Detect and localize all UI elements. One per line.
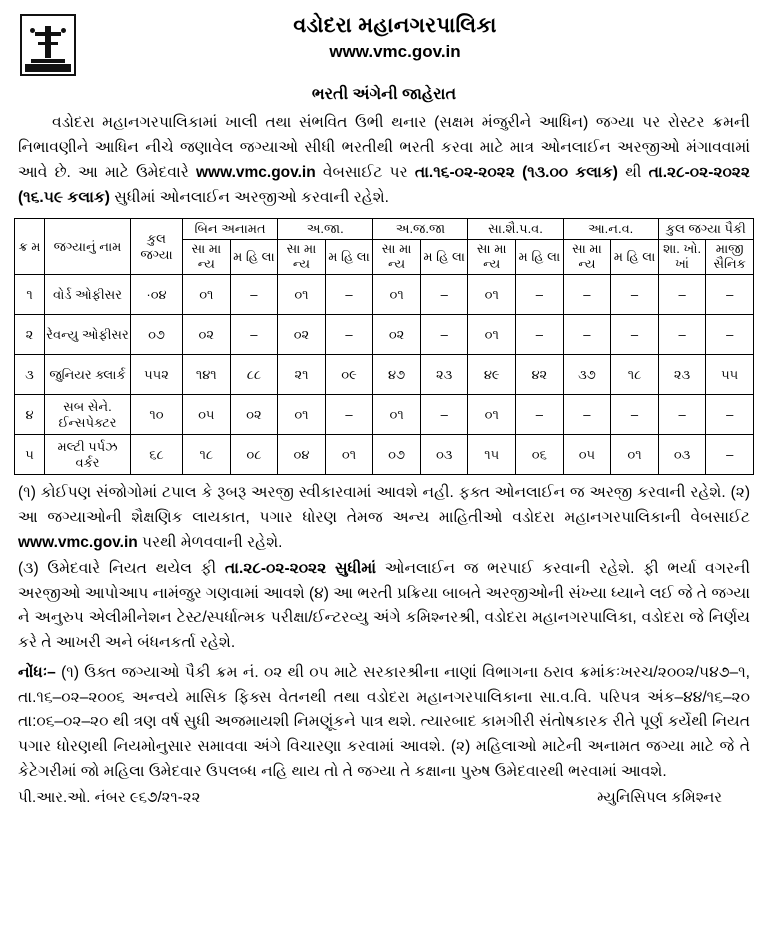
cell-general-female: –	[230, 275, 278, 315]
cell-st-male: ૪૭	[373, 355, 421, 395]
intro-text-part4: સુધીમાં ઓનલાઈન અરજીઓ કરવાની રહેશે.	[109, 189, 389, 207]
signatory: મ્યુનિસિપલ કમિશ્નર	[597, 788, 722, 806]
cell-st-female: ૨૩	[420, 355, 468, 395]
intro-date-from: તા.૧૬-૦૨-૨૦૨૨ (૧૩.૦૦ કલાક)	[414, 164, 618, 182]
cell-st-male: ૦૨	[373, 315, 421, 355]
cell-st-female: –	[420, 275, 468, 315]
header-titles	[76, 12, 754, 62]
table-row	[15, 435, 754, 475]
subheader-ews-male: સા મા ન્ય	[563, 240, 611, 275]
subheader-ews-female: મ હિ લા	[611, 240, 659, 275]
row-total: ૦૭	[131, 315, 183, 355]
cell-sc-female: ૦૧	[325, 435, 373, 475]
cell-sebc-female: ૪૨	[516, 355, 564, 395]
subheader-sc-male: સા મા ન્ય	[278, 240, 326, 275]
cell-sebc-female: –	[516, 315, 564, 355]
cell-general-female: ૮૮	[230, 355, 278, 395]
header-sr: ક્ર મ	[15, 219, 45, 275]
row-sr: ૧	[15, 275, 45, 315]
cell-general-female: ૦૨	[230, 395, 278, 435]
intro-website: www.vmc.gov.in	[195, 164, 316, 182]
special-note-label: નોંધઃ–	[18, 663, 56, 681]
cell-general-male: ૧૮	[183, 435, 231, 475]
cell-st-male: ૦૭	[373, 435, 421, 475]
cell-ex-serviceman: –	[706, 435, 754, 475]
pro-number: પી.આર.ઓ. નંબર ૯૬૭/૨૧-૨૨	[18, 788, 201, 806]
cell-ews-male: –	[563, 275, 611, 315]
cell-ex-serviceman: –	[706, 315, 754, 355]
row-sr: ૨	[15, 315, 45, 355]
page-title: ભરતી અંગેની જાહેરાત	[311, 86, 457, 103]
cell-ews-female: ૦૧	[611, 435, 659, 475]
note-2-text: ઓનલાઈન જ ભરપાઈ કરવાની રહેશે. ફી ભર્યા વગરની અરજીઓ આપોઆપ નામંજુર ગણવામાં આવશે (૪) આ ભરતી પ્રક્રિયા બાબતે અરજીઓની સંખ્યા ધ્યાને લઈ જે તે જગ્યા ને અનુરુપ એલીમીનેશન ટેસ્ટ/સ્પર્ધાત્મક પરીક્ષા/ઈન્ટરવ્યુ અંગે કમિશ્નરશ્રી, વડોદરા મહાનગરપાલિકા, વડોદરા જે નિર્ણય કરે તે આખરી અને બંધનકર્તા રહેશે.	[18, 559, 751, 652]
cell-sc-female: –	[325, 395, 373, 435]
cell-ex-serviceman: ૫૫	[706, 355, 754, 395]
cell-ews-female: ૧૮	[611, 355, 659, 395]
header-category-sebc: સા.શૈ.પ.વ.	[468, 219, 563, 240]
intro-paragraph	[14, 110, 754, 216]
row-total: ૬૮	[131, 435, 183, 475]
cell-general-female: –	[230, 315, 278, 355]
note-1-tail: પરથી મેળવવાની રહેશે.	[137, 533, 283, 551]
cell-general-female: ૦૮	[230, 435, 278, 475]
note-1-website: www.vmc.gov.in	[18, 533, 138, 551]
note-2-prefix: (૩) ઉમેદવારે નિયત થયેલ ફી	[18, 559, 225, 577]
subheader-sc-female: મ હિ લા	[325, 240, 373, 275]
organization-website: www.vmc.gov.in	[329, 42, 461, 62]
cell-st-female: –	[420, 315, 468, 355]
header-category-ews: આ.ન.વ.	[563, 219, 658, 240]
header-category-general: બિન અનામત	[183, 219, 278, 240]
subheader-sebc-female: મ હિ લા	[516, 240, 564, 275]
cell-sc-female: –	[325, 315, 373, 355]
table-row	[15, 395, 754, 435]
vacancy-table-header-row-1	[15, 219, 754, 240]
row-post-name: મલ્ટી પર્પઝ વર્કર	[45, 435, 131, 475]
row-sr: ૩	[15, 355, 45, 395]
intro-date-to: તા.૨૮-૦૨-૨૦૨૨ (૧૬.૫૯ કલાક)	[18, 164, 751, 207]
cell-sebc-male: ૦૧	[468, 315, 516, 355]
note-2	[18, 557, 750, 656]
note-1	[18, 481, 750, 555]
subheader-general-male: સા મા ન્ય	[183, 240, 231, 275]
cell-general-male: ૦૫	[183, 395, 231, 435]
cell-ph: –	[658, 275, 706, 315]
special-note-text: (૧) ઉક્ત જગ્યાઓ પૈકી ક્રમ નં. ૦૨ થી ૦૫ માટે સરકારશ્રીના નાણાં વિભાગના ઠરાવ ક્રમાંકઃખરચ/૨૦૦૨/૫૪૭–૧, તા.૧૬–૦૨–૨૦૦૬ અન્વયે માસિક ફિક્સ વેતનથી તથા વડોદરા મહાનગરપાલિકાના સા.વ.વિ. પરિપત્ર અંક–૪૪/૧૬–૨૦ તા:૦૬–૦૨–૨૦ થી ત્રણ વર્ષ સુધી અજમાયશી નિમણૂંકને પાત્ર થશે. ત્યારબાદ કામગીરી સંતોષકારક રીતે પૂર્ણ કર્યેથી નિયત પગાર ધોરણથી નિયમોનુસાર સમાવવા અંગે વિચારણા કરવામાં આવશે. (૨) મહિલાઓ માટેની અનામત જગ્યા માટે જે તે કેટેગરીમાં જો મહિલા ઉમેદવાર ઉપલબ્ધ નહિ થાય તો તે જગ્યા તે કક્ષાના પુરુષ ઉમેદવારથી ભરવામાં આવશે.	[18, 663, 750, 781]
cell-sebc-male: ૪૯	[468, 355, 516, 395]
vmc-emblem-icon	[20, 14, 76, 76]
row-sr: ૪	[15, 395, 45, 435]
cell-ews-male: ૩૭	[563, 355, 611, 395]
cell-sc-female: –	[325, 275, 373, 315]
intro-text-part1: વડોદરા મહાનગરપાલિકામાં ખાલી તથા સંભવિત ઉભી થનાર (સક્ષમ મંજુરીને આધિન) જગ્યા પર રોસ્ટર ક્રમની નિભાવણીને આધિન નીચે જણાવેલ જગ્યાઓ સીધી ભરતીથી ભરતી કરવા માટે માત્ર ઓનલાઈન અરજીઓ મંગાવવામાં આવે છે. આ માટે ઉમેદવારે	[18, 114, 750, 182]
cell-general-male: ૧૪૧	[183, 355, 231, 395]
cell-st-male: ૦૧	[373, 395, 421, 435]
row-total: ૧૦	[131, 395, 183, 435]
subheader-sebc-male: સા મા ન્ય	[468, 240, 516, 275]
cell-ex-serviceman: –	[706, 395, 754, 435]
cell-ph: ૨૩	[658, 355, 706, 395]
cell-sebc-female: –	[516, 395, 564, 435]
header-category-st: અ.જ.જા	[373, 219, 468, 240]
row-post-name: સબ સેને. ઈન્સપેક્ટર	[45, 395, 131, 435]
cell-sc-female: ૦૯	[325, 355, 373, 395]
cell-sebc-male: ૦૧	[468, 395, 516, 435]
cell-sebc-female: ૦૬	[516, 435, 564, 475]
cell-ews-female: –	[611, 395, 659, 435]
cell-st-female: ૦૩	[420, 435, 468, 475]
cell-sc-male: ૦૨	[278, 315, 326, 355]
cell-ews-male: ૦૫	[563, 435, 611, 475]
header-category-reserved-within: કુલ જગ્યા પૈકી	[658, 219, 753, 240]
cell-general-male: ૦૧	[183, 275, 231, 315]
cell-st-female: –	[420, 395, 468, 435]
cell-sc-male: ૨૧	[278, 355, 326, 395]
row-post-name: જુનિયર ક્લાર્ક	[45, 355, 131, 395]
row-total: ·૦૪	[131, 275, 183, 315]
table-row	[15, 275, 754, 315]
cell-general-male: ૦૨	[183, 315, 231, 355]
subheader-st-female: મ હિ લા	[420, 240, 468, 275]
note-1-text: (૧) કોઈપણ સંજોગોમાં ટપાલ કે રૂબરૂ અરજી સ્વીકારવામાં આવશે નહી. ફક્ત ઓનલાઈન જ અરજી કરવાની રહેશે. (૨) આ જગ્યાઓની શૈક્ષણિક લાયકાત, પગાર ધોરણ તેમજ અન્ય માહિતીઓ વડોદરા મહાનગરપાલિકાની વેબસાઈટ	[18, 484, 750, 527]
document-footer	[14, 785, 754, 806]
cell-ews-male: –	[563, 315, 611, 355]
notes-section	[14, 479, 754, 656]
cell-ph: –	[658, 395, 706, 435]
cell-sc-male: ૦૧	[278, 395, 326, 435]
cell-sebc-male: ૧૫	[468, 435, 516, 475]
vacancy-table-head	[15, 219, 754, 275]
vacancy-table	[14, 218, 754, 475]
header-category-sc: અ.જા.	[278, 219, 373, 240]
special-note-section	[14, 657, 754, 785]
subheader-physically-handicapped: શા. ખો. ખાં	[658, 240, 706, 275]
row-sr: ૫	[15, 435, 45, 475]
row-total: ૫૫૨	[131, 355, 183, 395]
note-2-deadline: તા.૨૮-૦૨-૨૦૨૨ સુધીમાં	[224, 559, 377, 577]
cell-ews-female: –	[611, 315, 659, 355]
cell-st-male: ૦૧	[373, 275, 421, 315]
row-post-name: વોર્ડ ઓફીસર	[45, 275, 131, 315]
cell-ph: ૦૩	[658, 435, 706, 475]
vacancy-table-body	[15, 275, 754, 475]
cell-ph: –	[658, 315, 706, 355]
cell-ews-female: –	[611, 275, 659, 315]
subheader-st-male: સા મા ન્ય	[373, 240, 421, 275]
table-row	[15, 315, 754, 355]
subheader-general-female: મ હિ લા	[230, 240, 278, 275]
subheader-ex-serviceman: માજી સૈનિક	[706, 240, 754, 275]
cell-ex-serviceman: –	[706, 275, 754, 315]
cell-sc-male: ૦૪	[278, 435, 326, 475]
table-row	[15, 355, 754, 395]
cell-sebc-male: ૦૧	[468, 275, 516, 315]
intro-text-part3: થી	[617, 164, 649, 182]
row-post-name: રેવન્યુ ઓફીસર	[45, 315, 131, 355]
organization-name: વડોદરા મહાનગરપાલિકા	[293, 14, 497, 37]
header-post-name: જગ્યાનું નામ	[45, 219, 131, 275]
intro-text-part2: વેબસાઈટ પર	[315, 164, 415, 182]
cell-sc-male: ૦૧	[278, 275, 326, 315]
cell-ews-male: –	[563, 395, 611, 435]
document-header	[14, 8, 754, 78]
header-total: કુલ જગ્યા	[131, 219, 183, 275]
cell-sebc-female: –	[516, 275, 564, 315]
